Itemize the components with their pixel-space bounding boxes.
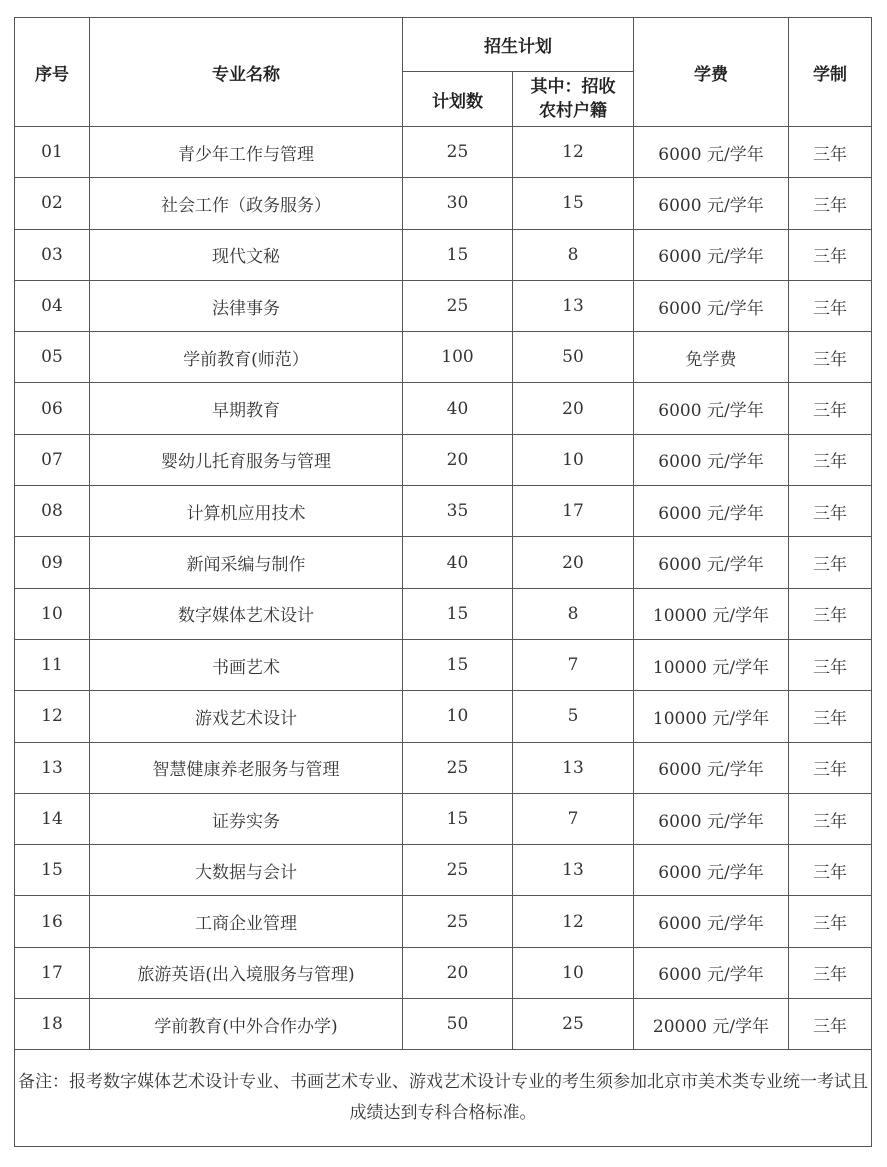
table-row <box>15 742 872 793</box>
cell-duration: 三年 <box>789 127 872 178</box>
cell-duration: 三年 <box>789 742 872 793</box>
cell-major: 青少年工作与管理 <box>90 127 403 178</box>
table-row <box>15 127 872 178</box>
table-row <box>15 947 872 998</box>
cell-tuition: 6000 元/学年 <box>634 896 789 947</box>
cell-plan: 15 <box>403 588 513 639</box>
cell-seq: 11 <box>15 639 90 690</box>
header-plan-count: 计划数 <box>403 72 513 127</box>
cell-major: 工商企业管理 <box>90 896 403 947</box>
cell-seq: 03 <box>15 229 90 280</box>
cell-plan: 25 <box>403 742 513 793</box>
cell-plan: 10 <box>403 691 513 742</box>
cell-duration: 三年 <box>789 434 872 485</box>
table-row <box>15 588 872 639</box>
cell-plan: 25 <box>403 280 513 331</box>
cell-plan: 20 <box>403 947 513 998</box>
cell-seq: 08 <box>15 486 90 537</box>
cell-seq: 12 <box>15 691 90 742</box>
cell-tuition: 6000 元/学年 <box>634 178 789 229</box>
cell-major: 大数据与会计 <box>90 845 403 896</box>
table-row <box>15 537 872 588</box>
cell-plan: 25 <box>403 127 513 178</box>
cell-seq: 10 <box>15 588 90 639</box>
cell-tuition: 6000 元/学年 <box>634 383 789 434</box>
cell-duration: 三年 <box>789 691 872 742</box>
cell-rural: 5 <box>513 691 634 742</box>
cell-rural: 50 <box>513 332 634 383</box>
table-row <box>15 486 872 537</box>
cell-duration: 三年 <box>789 280 872 331</box>
header-rural-line1: 其中：招收 <box>530 77 616 97</box>
cell-rural: 13 <box>513 280 634 331</box>
cell-tuition: 6000 元/学年 <box>634 434 789 485</box>
cell-seq: 02 <box>15 178 90 229</box>
cell-rural: 15 <box>513 178 634 229</box>
cell-plan: 20 <box>403 434 513 485</box>
cell-plan: 15 <box>403 639 513 690</box>
cell-duration: 三年 <box>789 332 872 383</box>
cell-major: 新闻采编与制作 <box>90 537 403 588</box>
cell-major: 法律事务 <box>90 280 403 331</box>
table-row <box>15 639 872 690</box>
cell-rural: 25 <box>513 999 634 1050</box>
table-row <box>15 896 872 947</box>
cell-tuition: 6000 元/学年 <box>634 537 789 588</box>
table-row <box>15 999 872 1050</box>
cell-major: 学前教育(中外合作办学) <box>90 999 403 1050</box>
header-rural-quota <box>513 72 634 127</box>
cell-rural: 17 <box>513 486 634 537</box>
cell-plan: 40 <box>403 383 513 434</box>
table-row <box>15 383 872 434</box>
cell-duration: 三年 <box>789 588 872 639</box>
table-row <box>15 178 872 229</box>
cell-tuition: 6000 元/学年 <box>634 793 789 844</box>
table-row <box>15 229 872 280</box>
cell-seq: 14 <box>15 793 90 844</box>
cell-tuition: 6000 元/学年 <box>634 845 789 896</box>
header-major: 专业名称 <box>90 18 403 127</box>
cell-rural: 7 <box>513 639 634 690</box>
cell-major: 游戏艺术设计 <box>90 691 403 742</box>
cell-duration: 三年 <box>789 793 872 844</box>
cell-rural: 10 <box>513 947 634 998</box>
note-row <box>15 1050 872 1147</box>
cell-tuition: 20000 元/学年 <box>634 999 789 1050</box>
header-duration: 学制 <box>789 18 872 127</box>
cell-plan: 15 <box>403 229 513 280</box>
cell-tuition: 6000 元/学年 <box>634 127 789 178</box>
cell-tuition: 10000 元/学年 <box>634 691 789 742</box>
cell-tuition: 6000 元/学年 <box>634 947 789 998</box>
cell-major: 现代文秘 <box>90 229 403 280</box>
cell-seq: 13 <box>15 742 90 793</box>
table-row <box>15 793 872 844</box>
cell-rural: 10 <box>513 434 634 485</box>
table-row <box>15 434 872 485</box>
cell-rural: 20 <box>513 537 634 588</box>
table-row <box>15 280 872 331</box>
cell-plan: 15 <box>403 793 513 844</box>
cell-rural: 8 <box>513 229 634 280</box>
cell-duration: 三年 <box>789 845 872 896</box>
cell-major: 旅游英语(出入境服务与管理) <box>90 947 403 998</box>
cell-duration: 三年 <box>789 896 872 947</box>
cell-rural: 7 <box>513 793 634 844</box>
cell-seq: 01 <box>15 127 90 178</box>
cell-tuition: 10000 元/学年 <box>634 588 789 639</box>
cell-duration: 三年 <box>789 178 872 229</box>
cell-rural: 20 <box>513 383 634 434</box>
cell-seq: 15 <box>15 845 90 896</box>
cell-tuition: 免学费 <box>634 332 789 383</box>
cell-rural: 8 <box>513 588 634 639</box>
cell-major: 社会工作（政务服务） <box>90 178 403 229</box>
cell-tuition: 6000 元/学年 <box>634 229 789 280</box>
cell-duration: 三年 <box>789 229 872 280</box>
cell-major: 计算机应用技术 <box>90 486 403 537</box>
cell-rural: 13 <box>513 845 634 896</box>
cell-seq: 04 <box>15 280 90 331</box>
cell-duration: 三年 <box>789 486 872 537</box>
cell-tuition: 6000 元/学年 <box>634 486 789 537</box>
table-row <box>15 332 872 383</box>
cell-duration: 三年 <box>789 947 872 998</box>
cell-rural: 13 <box>513 742 634 793</box>
cell-tuition: 10000 元/学年 <box>634 639 789 690</box>
cell-plan: 40 <box>403 537 513 588</box>
header-rural-line2: 农村户籍 <box>539 101 607 121</box>
cell-seq: 05 <box>15 332 90 383</box>
cell-major: 书画艺术 <box>90 639 403 690</box>
cell-seq: 18 <box>15 999 90 1050</box>
cell-rural: 12 <box>513 127 634 178</box>
cell-duration: 三年 <box>789 537 872 588</box>
table-row <box>15 691 872 742</box>
cell-seq: 07 <box>15 434 90 485</box>
cell-major: 智慧健康养老服务与管理 <box>90 742 403 793</box>
table-note: 备注：报考数字媒体艺术设计专业、书画艺术专业、游戏艺术设计专业的考生须参加北京市美术类专业统一考试且成绩达到专科合格标准。 <box>15 1050 872 1147</box>
cell-plan: 50 <box>403 999 513 1050</box>
cell-duration: 三年 <box>789 999 872 1050</box>
header-plan-group: 招生计划 <box>403 18 634 72</box>
cell-plan: 25 <box>403 896 513 947</box>
cell-duration: 三年 <box>789 383 872 434</box>
cell-seq: 16 <box>15 896 90 947</box>
header-tuition: 学费 <box>634 18 789 127</box>
cell-plan: 100 <box>403 332 513 383</box>
cell-major: 数字媒体艺术设计 <box>90 588 403 639</box>
cell-major: 学前教育(师范） <box>90 332 403 383</box>
cell-plan: 30 <box>403 178 513 229</box>
cell-major: 证券实务 <box>90 793 403 844</box>
cell-rural: 12 <box>513 896 634 947</box>
cell-major: 婴幼儿托育服务与管理 <box>90 434 403 485</box>
table-row <box>15 845 872 896</box>
header-seq: 序号 <box>15 18 90 127</box>
cell-plan: 25 <box>403 845 513 896</box>
enrollment-plan-table <box>14 17 872 1147</box>
cell-tuition: 6000 元/学年 <box>634 742 789 793</box>
cell-plan: 35 <box>403 486 513 537</box>
table-body <box>15 127 872 1147</box>
cell-seq: 06 <box>15 383 90 434</box>
cell-duration: 三年 <box>789 639 872 690</box>
cell-seq: 09 <box>15 537 90 588</box>
cell-tuition: 6000 元/学年 <box>634 280 789 331</box>
cell-major: 早期教育 <box>90 383 403 434</box>
cell-seq: 17 <box>15 947 90 998</box>
